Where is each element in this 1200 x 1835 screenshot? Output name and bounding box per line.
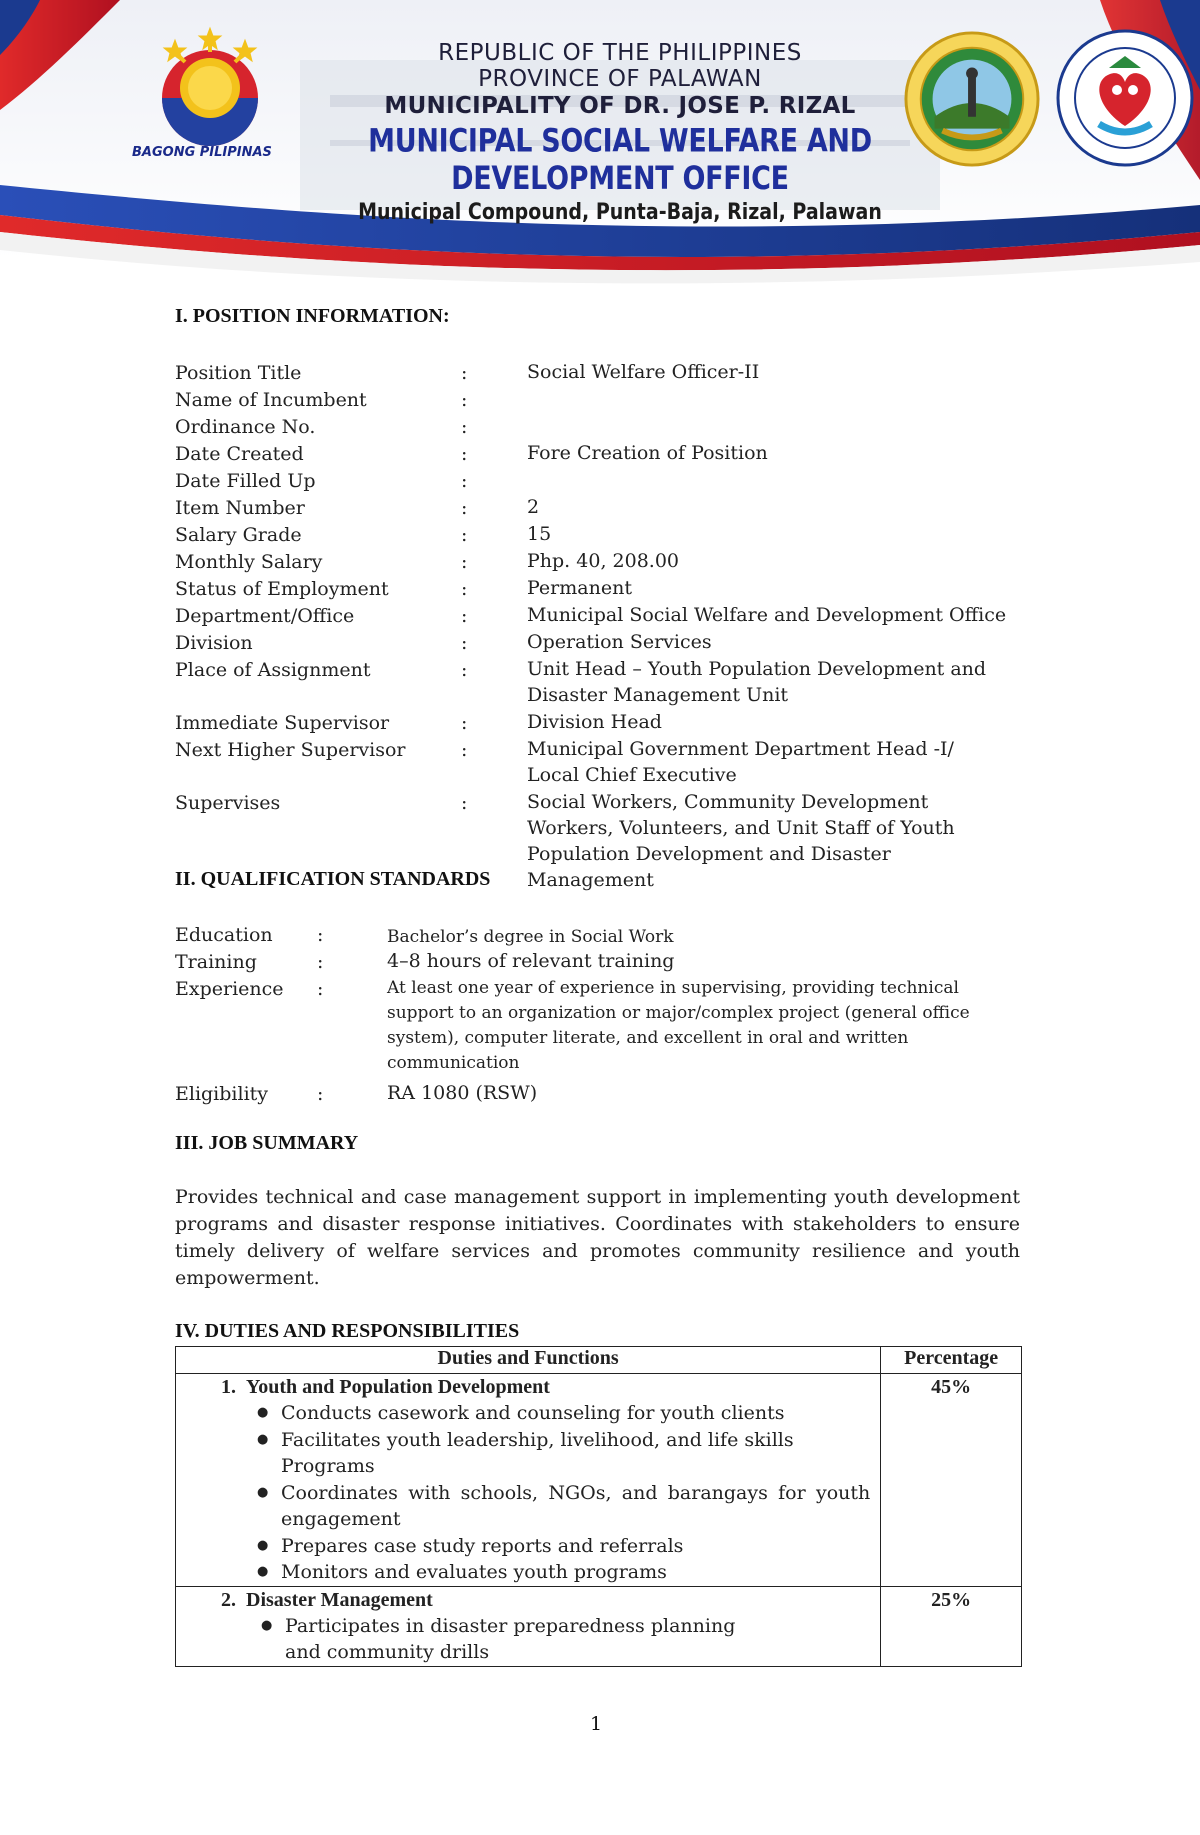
list-item: ● Participates in disaster preparedness planning and community drills [257,1613,737,1666]
duty-percentage: 25% [881,1586,1022,1666]
position-info-value: Permanent [527,577,632,599]
position-info-colon: : [461,632,468,654]
duty-percentage: 45% [881,1374,1022,1587]
position-info-colon: : [461,416,468,438]
letterhead-text [300,40,940,223]
position-info-label: Item Number [175,497,305,519]
header-banner [0,0,1200,290]
position-info-value: Unit Head – Youth Population Development and Disaster Management Unit [527,658,987,706]
position-info-value: Operation Services [527,631,712,653]
office-address: Municipal Compound, Punta-Baja, Rizal, Palawan [358,199,882,225]
position-info-label: Department/Office [175,605,355,627]
page-number: 1 [590,1713,603,1735]
municipal-seal-icon [903,30,1041,168]
section-qualification-heading: II. QUALIFICATION STANDARDS [175,868,491,890]
position-info-colon: : [461,712,468,734]
position-info-value: Social Welfare Officer-II [527,361,760,383]
position-info-label: Supervises [175,792,281,814]
duties-table-header-row [176,1347,1022,1374]
position-info-value: 15 [527,523,552,545]
duty-bullet-list [257,1613,737,1666]
position-info-colon: : [461,497,468,519]
province-line: PROVINCE OF PALAWAN [478,66,762,93]
position-info-colon: : [461,578,468,600]
section-position-information-heading: I. POSITION INFORMATION: [175,305,450,327]
list-item: ● Coordinates with schools, NGOs, and barangays for youth engagement [253,1480,870,1533]
office-name: MUNICIPAL SOCIAL WELFARE AND DEVELOPMENT OFFICE [368,123,872,198]
qualification-colon: : [317,1083,324,1105]
qualification-value: Bachelor’s degree in Social Work [387,927,674,947]
list-item: ● Conducts casework and counseling for youth clients [253,1400,870,1427]
duty-title: 2. Disaster Management [221,1588,433,1611]
position-info-value: Php. 40, 208.00 [527,550,679,572]
position-info-label: Date Created [175,443,304,465]
qualification-value: 4–8 hours of relevant training [387,950,675,972]
position-info-label: Division [175,632,253,654]
position-info-label: Place of Assignment [175,659,371,681]
position-info-label: Next Higher Supervisor [175,739,406,761]
position-info-colon: : [461,389,468,411]
job-summary-text: Provides technical and case management support in implementing youth development programs and disaster response initiatives. Coordinates with stakeholders to ensure timely delivery of welfare services and promotes community resilience and youth empowerment. [175,1186,1020,1289]
position-info-label: Position Title [175,362,302,384]
qualification-label: Experience [175,978,284,1000]
section-job-summary-heading: III. JOB SUMMARY [175,1132,359,1154]
position-info-label: Name of Incumbent [175,389,367,411]
list-item: ● Facilitates youth leadership, livelihood, and life skills Programs [253,1427,870,1480]
position-info-colon: : [461,443,468,465]
duty-bullet-list [253,1400,870,1586]
mswdo-seal-icon [1055,28,1195,168]
position-info-value: Municipal Government Department Head -I/ Local Chief Executive [527,738,954,786]
position-info-colon: : [461,739,468,761]
table-row [176,1374,1022,1587]
qualification-label: Education [175,924,273,946]
position-info-colon: : [461,524,468,546]
position-info-label: Status of Employment [175,578,389,600]
qualification-value: RA 1080 (RSW) [387,1082,538,1104]
position-info-label: Salary Grade [175,524,302,546]
list-item: ● Monitors and evaluates youth programs [253,1559,870,1586]
position-info-value: 2 [527,496,540,518]
position-info-label: Date Filled Up [175,470,316,492]
position-info-colon: : [461,792,468,814]
qualification-value: At least one year of experience in supervising, providing technical support to an organization or major/complex project (general office system), computer literate, and excellent in oral and written communication [387,978,970,1073]
duties-table [175,1346,1022,1667]
qualification-label: Eligibility [175,1083,269,1105]
position-info-value: Division Head [527,711,662,733]
position-info-value: Municipal Social Welfare and Development Office [527,604,1007,626]
bagong-pilipinas-label: BAGONG PILIPINAS [132,145,272,160]
position-info-value: Social Workers, Community Development Workers, Volunteers, and Unit Staff of Youth Population Development and Disaster Management [527,791,955,891]
column-header-duties: Duties and Functions [176,1347,881,1374]
position-info-colon: : [461,659,468,681]
position-info-colon: : [461,551,468,573]
qualification-colon: : [317,978,324,1000]
position-info-label: Ordinance No. [175,416,316,438]
position-info-colon: : [461,470,468,492]
qualification-label: Training [175,951,257,973]
qualification-colon: : [317,951,324,973]
republic-line: REPUBLIC OF THE PHILIPPINES [438,40,802,66]
qualification-colon: : [317,924,324,946]
position-info-label: Immediate Supervisor [175,712,390,734]
position-info-colon: : [461,362,468,384]
position-info-value: Fore Creation of Position [527,442,768,464]
column-header-percentage: Percentage [881,1347,1022,1374]
municipality-line: MUNICIPALITY OF DR. JOSE P. RIZAL [384,92,856,119]
section-duties-heading: IV. DUTIES AND RESPONSIBILITIES [175,1320,520,1342]
table-row [176,1586,1022,1666]
position-info-colon: : [461,605,468,627]
list-item: ● Prepares case study reports and referrals [253,1533,870,1560]
duty-title: 1. Youth and Population Development [221,1376,550,1398]
position-info-label: Monthly Salary [175,551,323,573]
